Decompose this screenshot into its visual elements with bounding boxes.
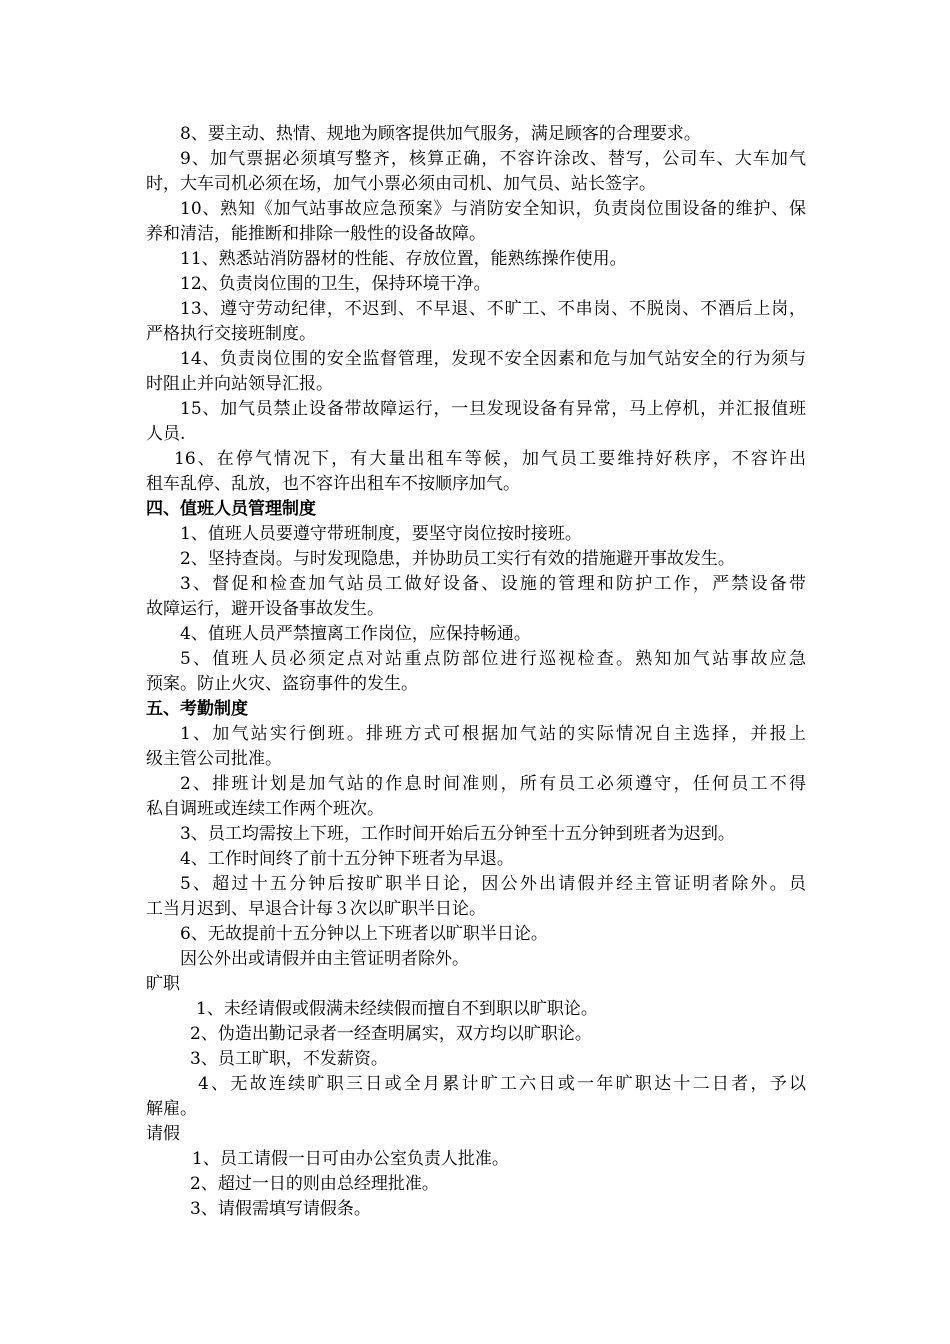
text-line: 16、在停气情况下，有大量出租车等候，加气员工要维持好秩序，不容许出 [174, 449, 806, 469]
text-line: 5、超过十五分钟后按旷职半日论，因公外出请假并经主管证明者除外。员 [180, 874, 806, 894]
text-line: 13、遵守劳动纪律，不迟到、不早退、不旷工、不串岗、不脱岗、不酒后上岗， [180, 299, 806, 319]
text-line: 11、熟悉站消防器材的性能、存放位置，能熟练操作使用。 [180, 249, 627, 269]
text-line: 4、值班人员严禁擅离工作岗位，应保持畅通。 [180, 624, 531, 644]
text-line: 时阻止并向站领导汇报。 [146, 374, 333, 394]
text-line: 9、加气票据必须填写整齐，核算正确，不容许涂改、替写，公司车、大车加气 [180, 149, 806, 169]
text-line: 租车乱停、乱放，也不容许出租车不按顺序加气。 [146, 474, 520, 494]
text-line: 2、坚持查岗。与时发现隐患，并协助员工实行有效的措施避开事故发生。 [180, 549, 735, 569]
text-line: 请假 [146, 1124, 180, 1144]
text-line: 解雇。 [146, 1099, 197, 1119]
text-line: 4、无故连续旷职三日或全月累计旷工六日或一年旷职达十二日者，予以 [198, 1074, 806, 1094]
text-line: 3、员工旷职，不发薪资。 [190, 1049, 388, 1069]
text-line: 3、请假需填写请假条。 [190, 1199, 371, 1219]
section-heading: 五、考勤制度 [146, 699, 248, 719]
text-line: 养和清洁，能推断和排除一般性的设备故障。 [146, 224, 486, 244]
text-line: 10、熟知《加气站事故应急预案》与消防安全知识，负责岗位围设备的维护、保 [180, 199, 806, 219]
section-heading: 四、值班人员管理制度 [146, 499, 316, 519]
text-line: 3、督促和检查加气站员工做好设备、设施的管理和防护工作，严禁设备带 [180, 574, 806, 594]
text-line: 因公外出或请假并由主管证明者除外。 [180, 949, 469, 969]
text-line: 4、工作时间终了前十五分钟下班者为早退。 [180, 849, 514, 869]
text-line: 15、加气员禁止设备带故障运行，一旦发现设备有异常，马上停机，并汇报值班 [180, 399, 806, 419]
text-line: 私自调班或连续工作两个班次。 [146, 799, 384, 819]
text-line: 12、负责岗位围的卫生，保持环境干净。 [180, 274, 491, 294]
text-line: 1、加气站实行倒班。排班方式可根据加气站的实际情况自主选择，并报上 [180, 724, 806, 744]
text-line: 旷职 [146, 974, 180, 994]
text-line: 2、伪造出勤记录者一经查明属实，双方均以旷职论。 [190, 1024, 592, 1044]
text-line: 3、员工均需按上下班，工作时间开始后五分钟至十五分钟到班者为迟到。 [180, 824, 735, 844]
text-line: 2、排班计划是加气站的作息时间准则，所有员工必须遵守，任何员工不得 [180, 774, 806, 794]
text-line: 2、超过一日的则由总经理批准。 [190, 1174, 439, 1194]
text-line: 人员. [146, 424, 186, 444]
text-line: 1、未经请假或假满未经续假而擅自不到职以旷职论。 [196, 999, 598, 1019]
text-line: 级主管公司批准。 [146, 749, 282, 769]
text-line: 14、负责岗位围的安全监督管理，发现不安全因素和危与加气站安全的行为须与 [180, 349, 806, 369]
text-line: 1、员工请假一日可由办公室负责人批准。 [192, 1149, 509, 1169]
text-line: 1、值班人员要遵守带班制度，要坚守岗位按时接班。 [180, 524, 582, 544]
text-line: 故障运行，避开设备事故发生。 [146, 599, 384, 619]
text-line: 6、无故提前十五分钟以上下班者以旷职半日论。 [180, 924, 548, 944]
text-line: 严格执行交接班制度。 [146, 324, 316, 344]
document-page [146, 122, 806, 1222]
text-line: 预案。防止火灾、盗窃事件的发生。 [146, 674, 418, 694]
text-line: 8、要主动、热情、规地为顾客提供加气服务，满足顾客的合理要求。 [180, 124, 701, 144]
text-line: 工当月迟到、早退合计每３次以旷职半日论。 [146, 899, 486, 919]
text-line: 时，大车司机必须在场，加气小票必须由司机、加气员、站长签字。 [146, 174, 656, 194]
text-line: 5、值班人员必须定点对站重点防部位进行巡视检查。熟知加气站事故应急 [180, 649, 806, 669]
